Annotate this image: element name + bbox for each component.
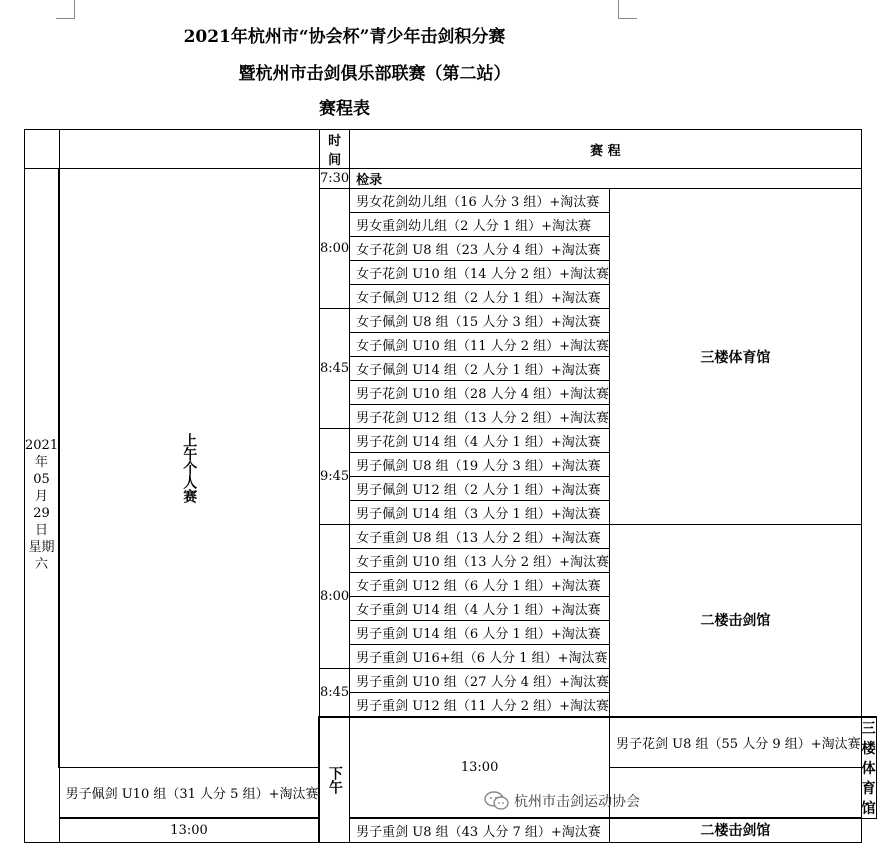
schedule-table bbox=[24, 129, 877, 843]
event-row: 女子佩剑 U12 组（2 人分 1 组）+淘汰赛 bbox=[350, 285, 610, 309]
blank-header-cell-2 bbox=[59, 130, 319, 169]
venue-cell: 三楼体育馆 bbox=[610, 189, 862, 525]
title-line-2: 暨杭州市击剑俱乐部联赛（第二站） bbox=[238, 64, 511, 84]
date-year: 2021 年 bbox=[25, 438, 59, 471]
event-row: 男子花剑 U10 组（28 人分 4 组）+淘汰赛 bbox=[350, 381, 610, 405]
event-row: 女子重剑 U12 组（6 人分 1 组）+淘汰赛 bbox=[350, 573, 610, 597]
event-row: 女子重剑 U10 组（13 人分 2 组）+淘汰赛 bbox=[350, 549, 610, 573]
time-slot: 8:45 bbox=[319, 309, 349, 429]
time-slot: 8:45 bbox=[319, 669, 349, 717]
time-slot: 8:00 bbox=[319, 525, 349, 669]
event-row: 男子重剑 U12 组（11 人分 2 组）+淘汰赛 bbox=[350, 693, 610, 717]
time-slot: 13:00 bbox=[350, 717, 610, 819]
event-row: 男女花剑幼儿组（16 人分 3 组）+淘汰赛 bbox=[350, 189, 610, 213]
checkin-label: 检录 bbox=[350, 169, 861, 189]
event-row: 女子佩剑 U10 组（11 人分 2 组）+淘汰赛 bbox=[350, 333, 610, 357]
crop-mark-left bbox=[56, 0, 75, 19]
time-slot: 8:00 bbox=[319, 189, 349, 309]
event-row: 女子花剑 U10 组（14 人分 2 组）+淘汰赛 bbox=[350, 261, 610, 285]
time-slot: 9:45 bbox=[319, 429, 349, 525]
time-slot: 13:00 bbox=[59, 818, 319, 842]
event-row: 女子佩剑 U14 组（2 人分 1 组）+淘汰赛 bbox=[350, 357, 610, 381]
blank-header-cell bbox=[25, 130, 60, 169]
event-row: 男子佩剑 U12 组（2 人分 1 组）+淘汰赛 bbox=[350, 477, 610, 501]
event-row: 男子佩剑 U14 组（3 人分 1 组）+淘汰赛 bbox=[350, 501, 610, 525]
afternoon-period bbox=[319, 717, 349, 843]
event-row: 男子重剑 U14 组（6 人分 1 组）+淘汰赛 bbox=[350, 621, 610, 645]
event-row: 男子花剑 U8 组（55 人分 9 组）+淘汰赛 bbox=[610, 717, 862, 768]
event-row: 男子花剑 U12 组（13 人分 2 组）+淘汰赛 bbox=[350, 405, 610, 429]
crop-mark-right bbox=[618, 0, 637, 19]
watermark bbox=[484, 791, 640, 811]
event-row: 男子佩剑 U8 组（19 人分 3 组）+淘汰赛 bbox=[350, 453, 610, 477]
date-cell bbox=[25, 169, 60, 843]
date-day: 05 月 29 日 bbox=[33, 472, 50, 539]
event-row: 女子花剑 U8 组（23 人分 4 组）+淘汰赛 bbox=[350, 237, 610, 261]
event-row: 女子佩剑 U8 组（15 人分 3 组）+淘汰赛 bbox=[350, 309, 610, 333]
afternoon-period-label: 下午 bbox=[326, 765, 343, 794]
title-line-1: 2021年杭州市“协会杯”青少年击剑积分赛 bbox=[183, 27, 506, 47]
event-row: 男子重剑 U16+组（6 人分 1 组）+淘汰赛 bbox=[350, 645, 610, 669]
event-row: 男子花剑 U14 组（4 人分 1 组）+淘汰赛 bbox=[350, 429, 610, 453]
event-row: 女子重剑 U8 组（13 人分 2 组）+淘汰赛 bbox=[350, 525, 610, 549]
time-header: 时 间 bbox=[319, 130, 349, 169]
venue-cell: 二楼击剑馆 bbox=[610, 818, 862, 842]
morning-period bbox=[59, 169, 319, 768]
watermark-text: 杭州市击剑运动协会 bbox=[514, 794, 640, 810]
event-row: 男女重剑幼儿组（2 人分 1 组）+淘汰赛 bbox=[350, 213, 610, 237]
event-row: 男子重剑 U8 组（43 人分 7 组）+淘汰赛 bbox=[350, 818, 610, 842]
checkin-time: 7:30 bbox=[319, 169, 349, 189]
event-row: 男子佩剑 U10 组（31 人分 5 组）+淘汰赛 bbox=[59, 767, 319, 818]
venue-cell: 三楼体育馆 bbox=[861, 717, 876, 819]
venue-cell: 二楼击剑馆 bbox=[610, 525, 862, 717]
event-row: 女子重剑 U14 组（4 人分 1 组）+淘汰赛 bbox=[350, 597, 610, 621]
event-row: 男子重剑 U10 组（27 人分 4 组）+淘汰赛 bbox=[350, 669, 610, 693]
morning-period-label: 上午个人赛 bbox=[181, 432, 198, 503]
date-weekday: 星期六 bbox=[28, 540, 55, 573]
schedule-header: 赛 程 bbox=[350, 130, 861, 169]
title-line-3: 赛程表 bbox=[319, 99, 370, 119]
wechat-icon bbox=[484, 791, 510, 811]
